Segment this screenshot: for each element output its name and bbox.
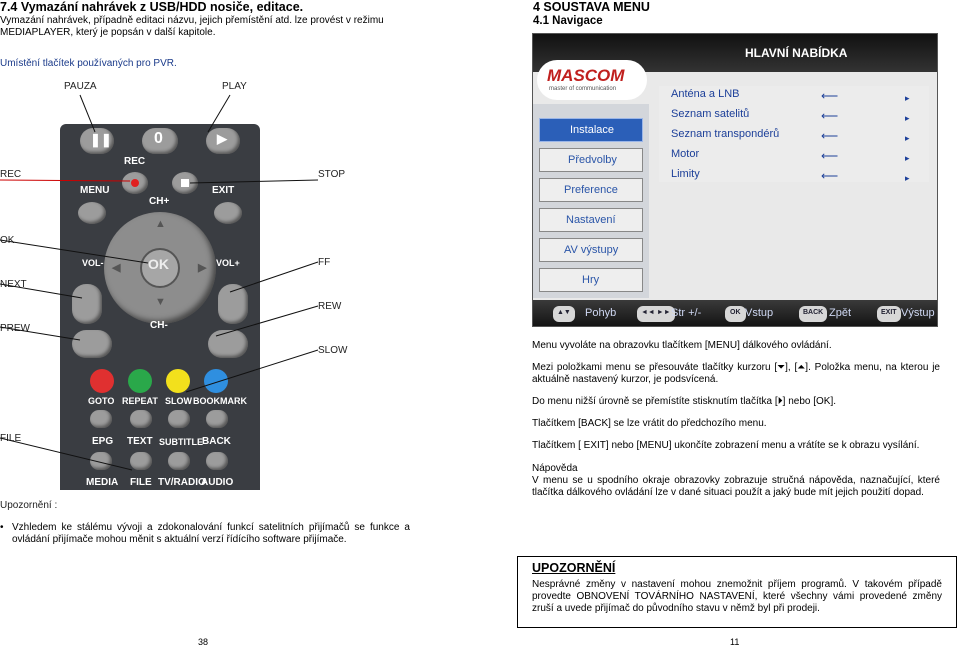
help-label-exit: Výstup [901, 307, 935, 319]
bullet-icon: • [0, 522, 4, 533]
menu-header-title: HLAVNÍ NABÍDKA [745, 46, 848, 60]
logo-text: MASCOM [547, 66, 625, 85]
zero-label: 0 [154, 130, 163, 147]
goto-label: GOTO [88, 396, 115, 406]
paragraph-exit: Tlačítkem [ EXIT] nebo [MENU] ukončíte zobrazení menu a vrátíte se k obrazu vysílání. [532, 440, 920, 451]
callout-prew [0, 327, 80, 340]
exit-label: EXIT [212, 185, 235, 196]
help-key-exit: EXIT [877, 306, 901, 322]
help-paragraph: V menu se u spodního okraje obrazovky zobrazuje stručná nápověda, naznačující, které tlačítka dálkového ovládání lze v dané situaci použít a jaký bude mít jejich použití dopad. [532, 475, 940, 498]
item-antena-lnb[interactable]: Anténa a LNB [671, 88, 740, 100]
section-title-4: 4 SOUSTAVA MENU [533, 0, 650, 14]
tab-predvolby[interactable]: Předvolby [539, 148, 643, 172]
vol-minus-label: VOL- [82, 258, 104, 268]
callout-file [0, 438, 132, 470]
help-label-enter: Vstup [745, 307, 774, 319]
vol-plus-label: VOL+ [216, 258, 240, 268]
callout-rew [216, 306, 318, 336]
placement-heading: Umístění tlačítek používaných pro PVR. [0, 58, 177, 69]
label-file: FILE [0, 433, 22, 444]
callout-stop [190, 180, 318, 183]
menu-screenshot [532, 33, 938, 327]
section-subtitle-4-1: 4.1 Navigace [533, 15, 603, 27]
left-arrow-icon: ◀ [112, 262, 121, 274]
down-arrow-icon: ▼ [155, 296, 166, 308]
callout-pauza [80, 95, 95, 132]
rec-label: REC [124, 156, 146, 167]
callout-next [0, 284, 82, 298]
intro-paragraph: Vymazání nahrávek, případně editaci názvu, jejich přemístění atd. lze provést v režimu MEDIAPLAYER, který je popsán v další kapitole. [0, 15, 384, 38]
ok-label: OK [148, 256, 169, 272]
label-slow: SLOW [318, 345, 348, 356]
file-label: FILE [130, 477, 152, 488]
item-seznam-transponderu[interactable]: Seznam transpondérů [671, 128, 780, 140]
callout-slow [186, 350, 318, 392]
label-next: NEXT [0, 279, 27, 290]
up-arrow-icon: ▲ [155, 218, 166, 230]
notice-text: Nesprávné změny v nastavení mohou znemožnit příjem programů. V takovém případě provedte OBNOVENÍ TOVÁRNÍHO NASTAVENÍ, které všechny vámi provedené změny zruší a uvede přijímač do původního stavu v němž byl při prodeji. [532, 579, 942, 614]
help-key-move: ▲▼ [553, 306, 575, 322]
paragraph-submenu: Do menu nižší úrovně se přemístíte stisknutím tlačítka [⏵] nebo [OK]. [532, 396, 837, 407]
label-rec: REC [0, 169, 22, 180]
submenu-chevron-icons: ▸ ▸ ▸ ▸ ▸ [905, 93, 910, 183]
epg-label: EPG [92, 436, 114, 447]
page-number-left: 38 [198, 637, 209, 647]
slow-label: SLOW [165, 396, 192, 406]
text-label: TEXT [127, 436, 153, 447]
page-number-right: 11 [730, 637, 740, 647]
bullet-text: Vzhledem ke stálému vývoji a zdokonalování funkcí satelitních přijímačů se funkce a ovládání přijímače mohou měnit s aktuální verzí řídícího software přijímače. [12, 522, 410, 545]
tab-instalace[interactable]: Instalace [539, 118, 643, 142]
bullet-note [0, 522, 410, 546]
label-rew: REW [318, 301, 342, 312]
help-label-page: Str +/- [671, 307, 702, 319]
notice-box [517, 556, 957, 628]
enter-arrow-icons: ⟵ ⟵ ⟵ ⟵ ⟵ [821, 89, 839, 183]
help-key-page: ◄◄ ►► [637, 306, 675, 322]
logo-tagline: master of communication [549, 86, 617, 92]
help-label-move: Pohyb [585, 307, 617, 319]
callout-ok [0, 240, 148, 263]
subtitle-label: SUBTITLE [159, 437, 203, 447]
help-key-ok: OK [725, 306, 746, 322]
tab-preference[interactable]: Preference [539, 178, 643, 202]
warning-label: Upozornění : [0, 500, 58, 511]
callout-play [208, 95, 230, 132]
back-label: BACK [202, 436, 231, 447]
tab-nastaveni[interactable]: Nastavení [539, 208, 643, 232]
label-ff: FF [318, 257, 331, 268]
right-arrow-icon: ▶ [198, 262, 207, 274]
callout-rec [0, 180, 130, 181]
item-motor[interactable]: Motor [671, 148, 700, 160]
label-play: PLAY [222, 81, 247, 92]
repeat-label: REPEAT [122, 396, 158, 406]
label-stop: STOP [318, 169, 346, 180]
bookmark-label: BOOKMARK [193, 396, 247, 406]
label-ok: OK [0, 235, 15, 246]
paragraph-cursor-move: Mezi položkami menu se přesouváte tlačítky kurzoru [⏷], [⏶]. Položka menu, na kterou je aktuálně nastavený kurzor, je podsvícená. [532, 362, 940, 385]
help-heading: Nápověda [532, 463, 578, 474]
audio-label: AUDIO [201, 477, 234, 488]
section-title-7-4: 7.4 Vymazání nahrávek z USB/HDD nosiče, editace. [0, 0, 304, 14]
ch-plus-label: CH+ [149, 196, 170, 207]
tab-hry[interactable]: Hry [539, 268, 643, 292]
item-seznam-satelitu[interactable]: Seznam satelitů [671, 108, 750, 120]
item-limity[interactable]: Limity [671, 168, 700, 180]
pause-icon: ❚❚ [90, 132, 112, 147]
label-pauza: PAUZA [64, 81, 97, 92]
callout-ff [230, 262, 318, 292]
tab-av-vystupy[interactable]: AV výstupy [539, 238, 643, 262]
notice-title: UPOZORNĚNÍ [532, 561, 616, 575]
media-label: MEDIA [86, 477, 119, 488]
play-icon: ▶ [217, 131, 227, 146]
callout-lines [0, 0, 480, 500]
tv-radio-label: TV/RADIO [158, 477, 206, 488]
ch-minus-label: CH- [150, 320, 168, 331]
help-label-back: Zpět [829, 307, 852, 319]
paragraph-back: Tlačítkem [BACK] se lze vrátit do předchozího menu. [532, 418, 767, 429]
label-prew: PREW [0, 323, 30, 334]
menu-label: MENU [80, 185, 110, 196]
paragraph-menu-open: Menu vyvoláte na obrazovku tlačítkem [MENU] dálkového ovládání. [532, 340, 832, 351]
help-key-back: BACK [799, 306, 827, 322]
